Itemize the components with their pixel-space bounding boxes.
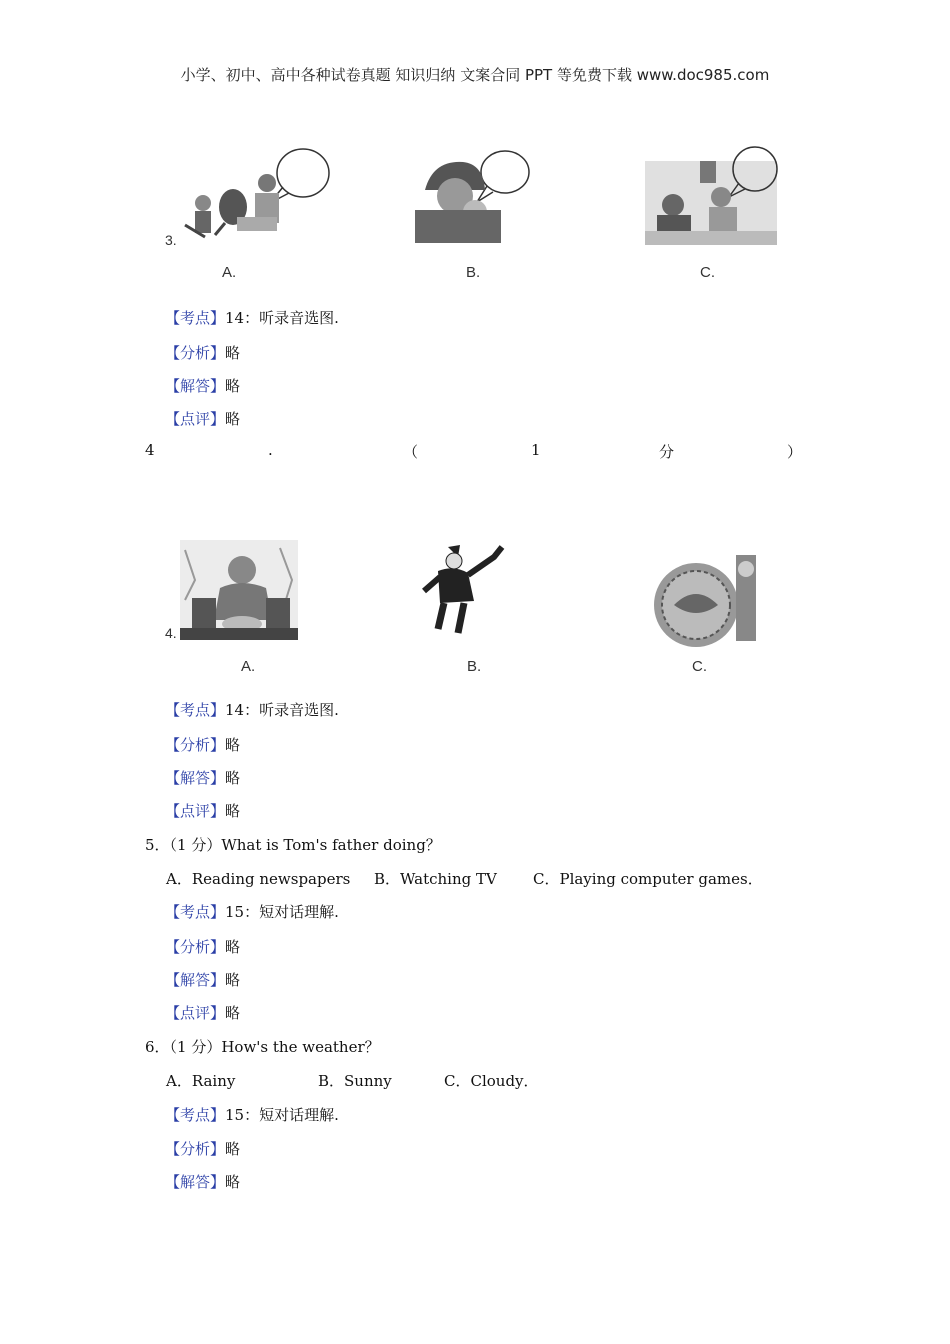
q4-kaodian: 【考点】14：听录音选图. — [165, 701, 339, 719]
q5-fenxi: 【分析】略 — [165, 938, 241, 956]
q6-fenxi: 【分析】略 — [165, 1140, 241, 1158]
q6-jieda: 【解答】略 — [165, 1173, 241, 1191]
jieda-tag: 【解答】 — [165, 377, 226, 395]
q5-jieda: 【解答】略 — [165, 971, 241, 989]
q4-picture-a — [180, 540, 298, 640]
dianping-tag: 【点评】 — [165, 410, 226, 428]
q5-option-b: B．Watching TV — [374, 870, 497, 888]
q5-kaodian: 【考点】15：短对话理解. — [165, 903, 339, 921]
q3-picture-b — [413, 150, 533, 245]
q6-option-a: A．Rainy — [166, 1072, 236, 1090]
q4-option-a-label: A. — [241, 658, 256, 675]
kaodian-tag: 【考点】 — [165, 1106, 226, 1124]
jieda-tag: 【解答】 — [165, 971, 226, 989]
q4-picture-b — [418, 543, 508, 638]
q3-dianping: 【点评】略 — [165, 410, 241, 428]
q3-jieda: 【解答】略 — [165, 377, 241, 395]
q3-option-b-label: B. — [466, 264, 481, 281]
q5-option-a: A．Reading newspapers — [166, 870, 351, 888]
q6-kaodian: 【考点】15：短对话理解. — [165, 1106, 339, 1124]
q3-number-label: 3. — [165, 232, 177, 248]
page-header: 小学、初中、高中各种试卷真题 知识归纳 文案合同 PPT 等免费下载 www.doc985.com — [180, 66, 770, 84]
dianping-tag: 【点评】 — [165, 1004, 226, 1022]
q4-number: 4 — [145, 441, 155, 459]
kaodian-tag: 【考点】 — [165, 903, 226, 921]
q3-picture-a — [175, 145, 335, 245]
q4-dianping: 【点评】略 — [165, 802, 241, 820]
q4-score: 1 — [531, 441, 541, 459]
q5-stem: 5．（1 分）What is Tom's father doing？ — [145, 836, 441, 854]
q4-paren-close: ） — [787, 443, 803, 461]
q4-number-label: 4. — [165, 625, 177, 641]
fenxi-tag: 【分析】 — [165, 1140, 226, 1158]
q4-picture-c — [650, 555, 756, 641]
q6-option-b: B．Sunny — [318, 1072, 392, 1090]
fenxi-tag: 【分析】 — [165, 736, 226, 754]
kaodian-tag: 【考点】 — [165, 309, 226, 327]
q4-unit: 分 — [659, 443, 675, 461]
q3-kaodian: 【考点】14：听录音选图. — [165, 309, 339, 327]
q5-dianping: 【点评】略 — [165, 1004, 241, 1022]
q3-picture-c — [645, 145, 780, 245]
q6-stem: 6．（1 分）How's the weather？ — [145, 1038, 380, 1056]
q4-fenxi: 【分析】略 — [165, 736, 241, 754]
q4-paren-open: （ — [403, 443, 419, 461]
fenxi-tag: 【分析】 — [165, 344, 226, 362]
q5-option-c: C．Playing computer games． — [533, 870, 763, 888]
q3-option-a-label: A. — [222, 264, 237, 281]
q4-option-c-label: C. — [692, 658, 707, 675]
q3-fenxi: 【分析】略 — [165, 344, 241, 362]
jieda-tag: 【解答】 — [165, 1173, 226, 1191]
fenxi-tag: 【分析】 — [165, 938, 226, 956]
q6-option-c: C．Cloudy． — [444, 1072, 539, 1090]
kaodian-tag: 【考点】 — [165, 701, 226, 719]
q4-option-b-label: B. — [467, 658, 482, 675]
dianping-tag: 【点评】 — [165, 802, 226, 820]
q3-option-c-label: C. — [700, 264, 715, 281]
q4-jieda: 【解答】略 — [165, 769, 241, 787]
jieda-tag: 【解答】 — [165, 769, 226, 787]
q4-dot: . — [268, 441, 273, 459]
